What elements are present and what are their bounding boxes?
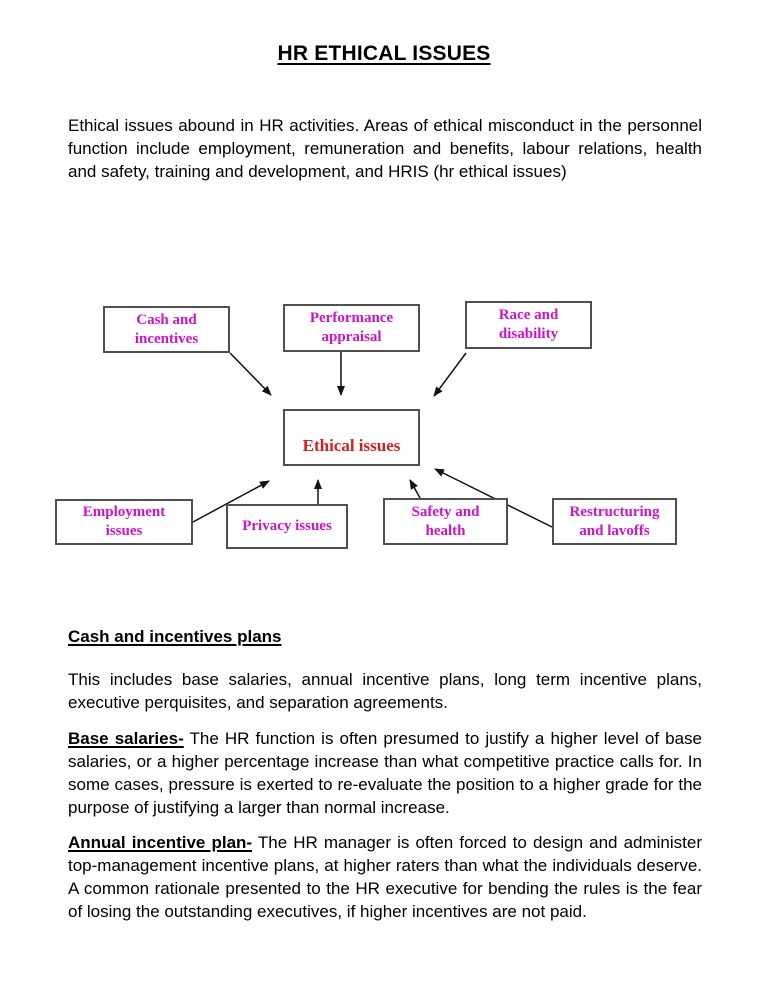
diagram-center-label: Ethical issues [302, 436, 401, 455]
diagram-node-performance-appraisal [283, 304, 420, 352]
diagram-node-label: Performance appraisal [309, 310, 394, 345]
diagram-node-ethical-issues [283, 409, 420, 466]
diagram-node-label: Employment issues [82, 504, 166, 539]
diagram-node-label: Cash and incentives [134, 311, 199, 347]
section-paragraph-base-salaries [68, 727, 702, 819]
diagram-node-label: Restructuring and lavoffs [569, 503, 660, 539]
body-sections [68, 625, 702, 923]
diagram-node-safety-and-health [383, 498, 508, 545]
arrow-safety-to-ethical [410, 480, 420, 498]
section-body-base-salaries: The HR function is often presumed to justify a higher level of base salaries, or a higher percentage increase than what competitive practice calls for. In some cases, pressure is exerted to re-evaluate the position to a higher grade for the purpose of justifying a larger than normal increase. [68, 729, 702, 817]
diagram-node-restructuring-and-lavoffs [552, 498, 677, 545]
diagram-node-cash-and-incentives [103, 306, 230, 353]
section-heading-annual-incentive-plan: Annual incentive plan- [68, 833, 253, 852]
section-paragraph-cash-incentives: This includes base salaries, annual incentive plans, long term incentive plans, executive perquisites, and separation agreements. [68, 670, 702, 712]
diagram-node-employment-issues [55, 499, 193, 545]
ethical-issues-diagram [0, 290, 768, 580]
diagram-node-race-and-disability [465, 301, 592, 349]
page-title [0, 42, 768, 66]
arrow-cash-to-ethical [230, 353, 271, 395]
section-body-annual-incentive-plan: The HR manager is often forced to design and administer top-management incentive plans, at higher raters than what the individuals deserve. A common rationale presented to the HR executive for bending the rules is the fear of losing the outstanding executives, if higher incentives are not paid. [68, 833, 702, 921]
section-paragraph-annual-incentive-plan [68, 831, 702, 923]
section-heading-base-salaries: Base salaries- [68, 729, 184, 748]
arrow-race-to-ethical [434, 353, 466, 396]
diagram-node-label: Privacy issues [242, 518, 332, 534]
intro-paragraph: Ethical issues abound in HR activities. Areas of ethical misconduct in the personnel function include employment, remuneration and benefits, labour relations, health and safety, training and development, and HRIS (hr ethical issues) [68, 116, 702, 181]
page-title-text: HR ETHICAL ISSUES [277, 42, 491, 65]
diagram-node-label: Safety and health [411, 503, 480, 539]
diagram-node-label: Race and disability [498, 307, 559, 342]
diagram-node-privacy-issues [226, 504, 348, 549]
section-heading-cash-incentives-plans: Cash and incentives plans [68, 627, 282, 646]
